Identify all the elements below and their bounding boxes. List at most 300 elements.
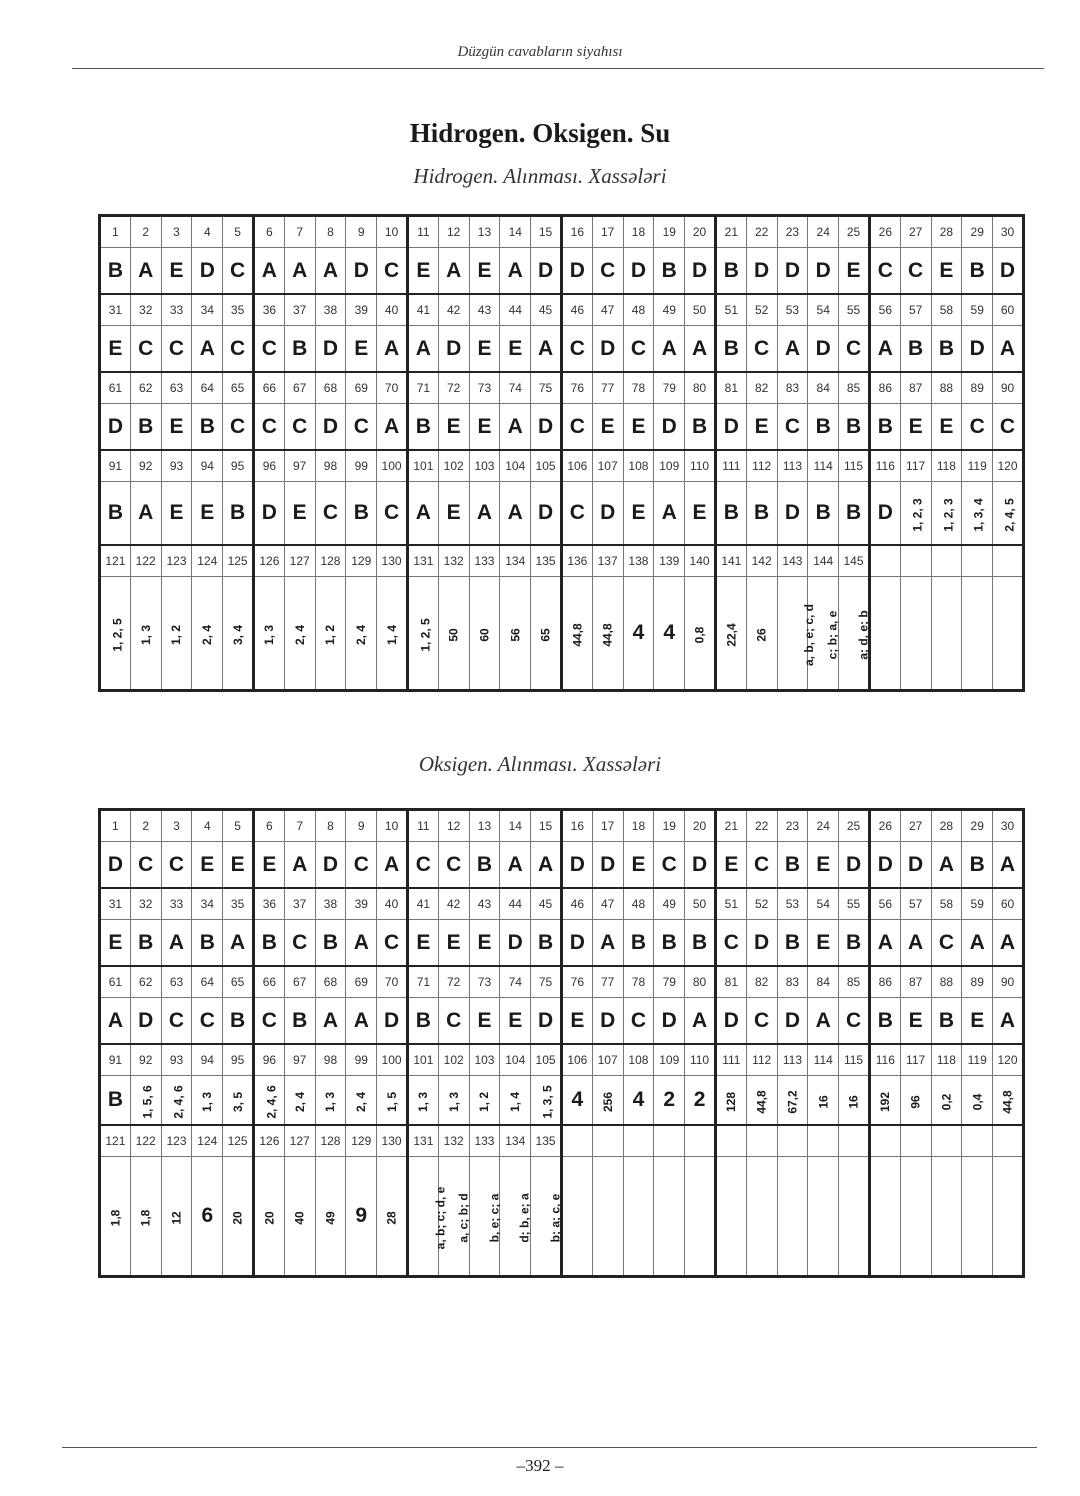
- page-number: –392 –: [516, 1456, 564, 1475]
- answer-cell: A: [438, 248, 469, 295]
- question-number: 116: [869, 1044, 900, 1076]
- question-number: 79: [654, 372, 685, 404]
- question-number: 76: [561, 966, 592, 998]
- question-number: 114: [808, 450, 839, 482]
- answer-cell: C: [561, 404, 592, 451]
- answer-cell: D: [438, 326, 469, 373]
- answer-cell: C: [839, 998, 870, 1045]
- question-number: 75: [531, 966, 562, 998]
- answer-cell: D: [962, 326, 993, 373]
- question-number: 55: [839, 294, 870, 326]
- question-number: [869, 545, 900, 577]
- answer-cell: [839, 1157, 870, 1277]
- answer-cell: D: [130, 998, 161, 1045]
- answer-cell: E: [346, 326, 377, 373]
- question-number: 28: [931, 216, 962, 248]
- answer-value: 16: [816, 1095, 831, 1109]
- question-number: 133: [469, 545, 500, 577]
- answer-cell: C: [993, 404, 1024, 451]
- question-number: 90: [993, 372, 1024, 404]
- answer-cell: D: [777, 248, 808, 295]
- answer-cell: A: [407, 326, 438, 373]
- question-number: 20: [685, 810, 716, 842]
- answer-value: 1, 2, 5: [110, 618, 125, 652]
- answer-cell: [192, 577, 223, 691]
- question-number: 90: [993, 966, 1024, 998]
- answer-value: a, b; c; d, e: [433, 1186, 448, 1250]
- question-number: 79: [654, 966, 685, 998]
- question-number: 141: [715, 545, 746, 577]
- question-number: 125: [223, 1125, 254, 1157]
- question-number: 46: [561, 294, 592, 326]
- question-number: 53: [777, 294, 808, 326]
- answer-cell: B: [839, 404, 870, 451]
- running-header: Düzgün cavabların siyahısı: [457, 44, 623, 60]
- question-number: 81: [715, 966, 746, 998]
- answer-cell: D: [839, 842, 870, 889]
- question-number: 64: [192, 372, 223, 404]
- question-number: 26: [869, 810, 900, 842]
- answer-cell: [623, 1157, 654, 1277]
- question-number: 67: [284, 372, 315, 404]
- question-number: 50: [685, 294, 716, 326]
- answer-cell: E: [192, 842, 223, 889]
- answer-value: 1, 3: [323, 1091, 338, 1113]
- question-number: 98: [315, 450, 346, 482]
- answer-value: 1, 2: [477, 1091, 492, 1113]
- main-title: Hidrogen. Oksigen. Su: [409, 118, 671, 148]
- answer-cell: B: [284, 326, 315, 373]
- answer-cell: C: [315, 482, 346, 546]
- question-number: 77: [592, 372, 623, 404]
- question-number: 108: [623, 1044, 654, 1076]
- answer-cell: D: [746, 248, 777, 295]
- question-number: 3: [161, 216, 192, 248]
- question-number: 108: [623, 450, 654, 482]
- question-number: 35: [223, 294, 254, 326]
- question-number: 51: [715, 888, 746, 920]
- answer-cell: E: [469, 998, 500, 1045]
- answer-cell: 9: [346, 1157, 377, 1277]
- answer-value: b, e; c; a: [486, 1193, 501, 1243]
- answer-cell: [962, 482, 993, 546]
- answer-cell: A: [315, 248, 346, 295]
- answer-cell: C: [839, 326, 870, 373]
- question-number: 130: [377, 545, 408, 577]
- answer-value: 1, 2, 5: [418, 618, 433, 652]
- answer-cell: [931, 577, 962, 691]
- answer-cell: E: [623, 404, 654, 451]
- question-number: 94: [192, 1044, 223, 1076]
- answer-cell: D: [592, 482, 623, 546]
- answer-cell: E: [438, 920, 469, 967]
- answer-cell: [746, 1076, 777, 1126]
- question-number: 113: [777, 1044, 808, 1076]
- answer-cell: D: [869, 842, 900, 889]
- answer-value: 256: [600, 1091, 615, 1113]
- answer-cell: [869, 1157, 900, 1277]
- question-number: 69: [346, 966, 377, 998]
- question-number: [869, 1125, 900, 1157]
- question-number: 43: [469, 888, 500, 920]
- question-number: 19: [654, 216, 685, 248]
- question-number: 20: [685, 216, 716, 248]
- answer-cell: C: [377, 482, 408, 546]
- question-number: 56: [869, 294, 900, 326]
- answer-cell: D: [869, 482, 900, 546]
- question-number: 66: [253, 966, 284, 998]
- question-number: 106: [561, 1044, 592, 1076]
- question-number: 132: [438, 545, 469, 577]
- answer-cell: A: [377, 842, 408, 889]
- section-1-subtitle: Hidrogen. Alınması. Xassələri: [413, 164, 667, 188]
- answer-value: 1, 5: [384, 1091, 399, 1113]
- answer-cell: 4: [623, 577, 654, 691]
- answer-cell: A: [592, 920, 623, 967]
- answer-cell: C: [223, 326, 254, 373]
- answer-cell: B: [900, 326, 931, 373]
- answer-value: 2, 4: [200, 624, 215, 646]
- answer-cell: C: [161, 998, 192, 1045]
- answer-cell: C: [715, 920, 746, 967]
- question-number: 62: [130, 966, 161, 998]
- question-number: 73: [469, 966, 500, 998]
- question-number: 49: [654, 888, 685, 920]
- answer-value: 1, 2, 3: [941, 498, 956, 532]
- question-number: 115: [839, 450, 870, 482]
- question-number: 10: [377, 810, 408, 842]
- answer-cell: [531, 1076, 562, 1126]
- question-number: 130: [377, 1125, 408, 1157]
- answer-cell: D: [623, 248, 654, 295]
- question-number: 13: [469, 810, 500, 842]
- question-number: 89: [962, 372, 993, 404]
- answer-cell: [993, 1076, 1024, 1126]
- answer-row: [100, 920, 1024, 967]
- question-number: 33: [161, 294, 192, 326]
- answer-cell: [900, 482, 931, 546]
- question-number: [777, 1125, 808, 1157]
- question-number: 84: [808, 966, 839, 998]
- answer-value: 1, 3: [446, 1091, 461, 1113]
- answer-cell: C: [962, 404, 993, 451]
- question-number: 104: [500, 450, 531, 482]
- question-number: 94: [192, 450, 223, 482]
- answer-cell: [407, 577, 438, 691]
- question-number: 63: [161, 372, 192, 404]
- question-number: 27: [900, 216, 931, 248]
- question-number: 103: [469, 1044, 500, 1076]
- answer-cell: B: [192, 920, 223, 967]
- question-number: 91: [100, 1044, 131, 1076]
- answer-cell: B: [931, 998, 962, 1045]
- answer-cell: [900, 1076, 931, 1126]
- answer-cell: [715, 1076, 746, 1126]
- answer-cell: D: [808, 248, 839, 295]
- answer-cell: [808, 1157, 839, 1277]
- answer-cell: [161, 1157, 192, 1277]
- question-number: 73: [469, 372, 500, 404]
- question-number: 1: [100, 810, 131, 842]
- answer-cell: C: [161, 842, 192, 889]
- answer-cell: C: [746, 842, 777, 889]
- question-number: 63: [161, 966, 192, 998]
- answer-cell: [869, 1076, 900, 1126]
- question-number: 23: [777, 810, 808, 842]
- question-number: 43: [469, 294, 500, 326]
- question-number: 116: [869, 450, 900, 482]
- question-number: 82: [746, 966, 777, 998]
- number-row: [100, 450, 1024, 482]
- answer-cell: B: [253, 920, 284, 967]
- question-number: 68: [315, 372, 346, 404]
- question-number: 110: [685, 1044, 716, 1076]
- answer-cell: C: [284, 404, 315, 451]
- answer-cell: B: [223, 998, 254, 1045]
- answer-value: 2, 4: [354, 1091, 369, 1113]
- answer-cell: B: [130, 404, 161, 451]
- question-number: 71: [407, 372, 438, 404]
- answer-cell: [746, 1157, 777, 1277]
- answer-cell: B: [407, 404, 438, 451]
- answer-value: 1, 3: [200, 1091, 215, 1113]
- question-number: 95: [223, 450, 254, 482]
- answer-cell: A: [500, 404, 531, 451]
- answer-value: 22,4: [724, 623, 739, 647]
- question-number: 54: [808, 888, 839, 920]
- question-number: 111: [715, 450, 746, 482]
- answer-cell: D: [746, 920, 777, 967]
- question-number: 37: [284, 888, 315, 920]
- answer-cell: [469, 1076, 500, 1126]
- answer-cell: E: [715, 842, 746, 889]
- question-number: 113: [777, 450, 808, 482]
- answer-cell: A: [346, 920, 377, 967]
- answer-cell: [253, 577, 284, 691]
- answer-cell: D: [685, 842, 716, 889]
- answer-cell: [592, 577, 623, 691]
- question-number: 15: [531, 216, 562, 248]
- question-number: 18: [623, 216, 654, 248]
- question-number: 2: [130, 810, 161, 842]
- answer-cell: D: [561, 920, 592, 967]
- question-number: 111: [715, 1044, 746, 1076]
- question-number: 4: [192, 810, 223, 842]
- question-number: [808, 1125, 839, 1157]
- answer-row: [100, 326, 1024, 373]
- question-number: 22: [746, 810, 777, 842]
- question-number: 70: [377, 966, 408, 998]
- answer-cell: [346, 1076, 377, 1126]
- answer-cell: D: [777, 998, 808, 1045]
- question-number: 135: [531, 1125, 562, 1157]
- answer-cell: 2: [685, 1076, 716, 1126]
- answer-cell: [377, 1076, 408, 1126]
- number-row: [100, 294, 1024, 326]
- answer-cell: A: [500, 482, 531, 546]
- answer-cell: D: [561, 842, 592, 889]
- answer-value: 28: [384, 1211, 399, 1225]
- question-number: 61: [100, 966, 131, 998]
- question-number: 134: [500, 1125, 531, 1157]
- question-number: [931, 1125, 962, 1157]
- question-number: 122: [130, 545, 161, 577]
- answer-cell: C: [900, 248, 931, 295]
- question-number: 101: [407, 1044, 438, 1076]
- question-number: 99: [346, 1044, 377, 1076]
- answer-value: 192: [878, 1091, 893, 1113]
- question-number: 126: [253, 1125, 284, 1157]
- answer-cell: B: [654, 248, 685, 295]
- answer-value: 1, 4: [384, 624, 399, 646]
- answer-value: 1, 3: [416, 1091, 431, 1113]
- question-number: [993, 1125, 1024, 1157]
- question-number: 96: [253, 1044, 284, 1076]
- answer-cell: A: [654, 482, 685, 546]
- answer-value: 1,8: [138, 1209, 153, 1227]
- header-divider: [72, 68, 1044, 69]
- question-number: 107: [592, 450, 623, 482]
- question-number: 126: [253, 545, 284, 577]
- question-number: 93: [161, 1044, 192, 1076]
- question-number: 65: [223, 966, 254, 998]
- answer-cell: [315, 577, 346, 691]
- answer-cell: [438, 577, 469, 691]
- answer-cell: B: [685, 404, 716, 451]
- answer-value: 2, 4, 6: [264, 1085, 279, 1119]
- answer-cell: [377, 577, 408, 691]
- question-number: 42: [438, 294, 469, 326]
- question-number: 26: [869, 216, 900, 248]
- answer-cell: C: [253, 326, 284, 373]
- question-number: 119: [962, 450, 993, 482]
- answer-cell: B: [284, 998, 315, 1045]
- question-number: 31: [100, 888, 131, 920]
- question-number: 83: [777, 372, 808, 404]
- number-row: [100, 545, 1024, 577]
- number-row: [100, 372, 1024, 404]
- answer-cell: A: [531, 326, 562, 373]
- question-number: 131: [407, 545, 438, 577]
- answer-cell: [161, 577, 192, 691]
- answer-cell: C: [561, 326, 592, 373]
- answer-cell: [531, 1157, 562, 1277]
- answer-cell: E: [931, 248, 962, 295]
- answer-cell: 6: [192, 1157, 223, 1277]
- question-number: 105: [531, 1044, 562, 1076]
- answer-cell: [839, 577, 870, 691]
- question-number: 131: [407, 1125, 438, 1157]
- answer-cell: A: [192, 326, 223, 373]
- question-number: 12: [438, 216, 469, 248]
- answer-value: 60: [477, 628, 492, 642]
- question-number: 95: [223, 1044, 254, 1076]
- question-number: 52: [746, 888, 777, 920]
- answer-cell: [192, 1076, 223, 1126]
- answer-cell: B: [931, 326, 962, 373]
- answer-cell: C: [746, 998, 777, 1045]
- answer-cell: E: [900, 404, 931, 451]
- answer-cell: D: [531, 998, 562, 1045]
- answer-cell: C: [561, 482, 592, 546]
- question-number: 119: [962, 1044, 993, 1076]
- answer-cell: E: [469, 326, 500, 373]
- question-number: 92: [130, 1044, 161, 1076]
- answer-cell: C: [253, 998, 284, 1045]
- answer-cell: A: [993, 326, 1024, 373]
- question-number: 60: [993, 294, 1024, 326]
- answer-cell: C: [130, 326, 161, 373]
- question-number: 118: [931, 1044, 962, 1076]
- answer-cell: E: [469, 248, 500, 295]
- question-number: 125: [223, 545, 254, 577]
- answer-cell: A: [931, 842, 962, 889]
- answer-value: 26: [754, 628, 769, 642]
- answer-value: 2, 4, 5: [1002, 498, 1017, 532]
- answer-cell: C: [931, 920, 962, 967]
- answer-cell: B: [407, 998, 438, 1045]
- question-number: 21: [715, 810, 746, 842]
- answer-cell: D: [100, 842, 131, 889]
- question-number: 8: [315, 216, 346, 248]
- answer-cell: [715, 577, 746, 691]
- question-number: [623, 1125, 654, 1157]
- answer-cell: C: [161, 326, 192, 373]
- answer-value: 1, 3, 5: [540, 1085, 555, 1119]
- answer-cell: B: [869, 404, 900, 451]
- question-number: 142: [746, 545, 777, 577]
- question-number: 38: [315, 294, 346, 326]
- answer-cell: C: [777, 404, 808, 451]
- answer-cell: E: [623, 482, 654, 546]
- question-number: 117: [900, 450, 931, 482]
- answer-cell: E: [931, 404, 962, 451]
- answer-cell: [100, 577, 131, 691]
- answer-cell: C: [654, 842, 685, 889]
- answer-value: 20: [230, 1211, 245, 1225]
- question-number: 112: [746, 450, 777, 482]
- question-number: 13: [469, 216, 500, 248]
- answer-cell: [808, 1076, 839, 1126]
- answer-cell: 4: [561, 1076, 592, 1126]
- answer-cell: C: [284, 920, 315, 967]
- answer-cell: E: [561, 998, 592, 1045]
- answer-row: [100, 1157, 1024, 1277]
- question-number: 6: [253, 810, 284, 842]
- number-row: [100, 966, 1024, 998]
- answer-cell: D: [654, 404, 685, 451]
- number-row: [100, 1044, 1024, 1076]
- question-number: 39: [346, 888, 377, 920]
- number-row: [100, 1125, 1024, 1157]
- question-number: 55: [839, 888, 870, 920]
- answer-value: a, b, e; c, d: [801, 603, 816, 667]
- question-number: 127: [284, 1125, 315, 1157]
- answer-cell: [962, 577, 993, 691]
- section-2-subtitle: Oksigen. Alınması. Xassələri: [418, 752, 662, 776]
- answer-cell: C: [438, 998, 469, 1045]
- answer-cell: C: [438, 842, 469, 889]
- question-number: 61: [100, 372, 131, 404]
- answer-cell: A: [654, 326, 685, 373]
- answer-cell: [407, 1157, 448, 1277]
- number-row: [100, 888, 1024, 920]
- answer-cell: [685, 1157, 716, 1277]
- question-number: 124: [192, 1125, 223, 1157]
- answer-cell: A: [100, 998, 131, 1045]
- question-number: 16: [561, 810, 592, 842]
- question-number: 102: [438, 450, 469, 482]
